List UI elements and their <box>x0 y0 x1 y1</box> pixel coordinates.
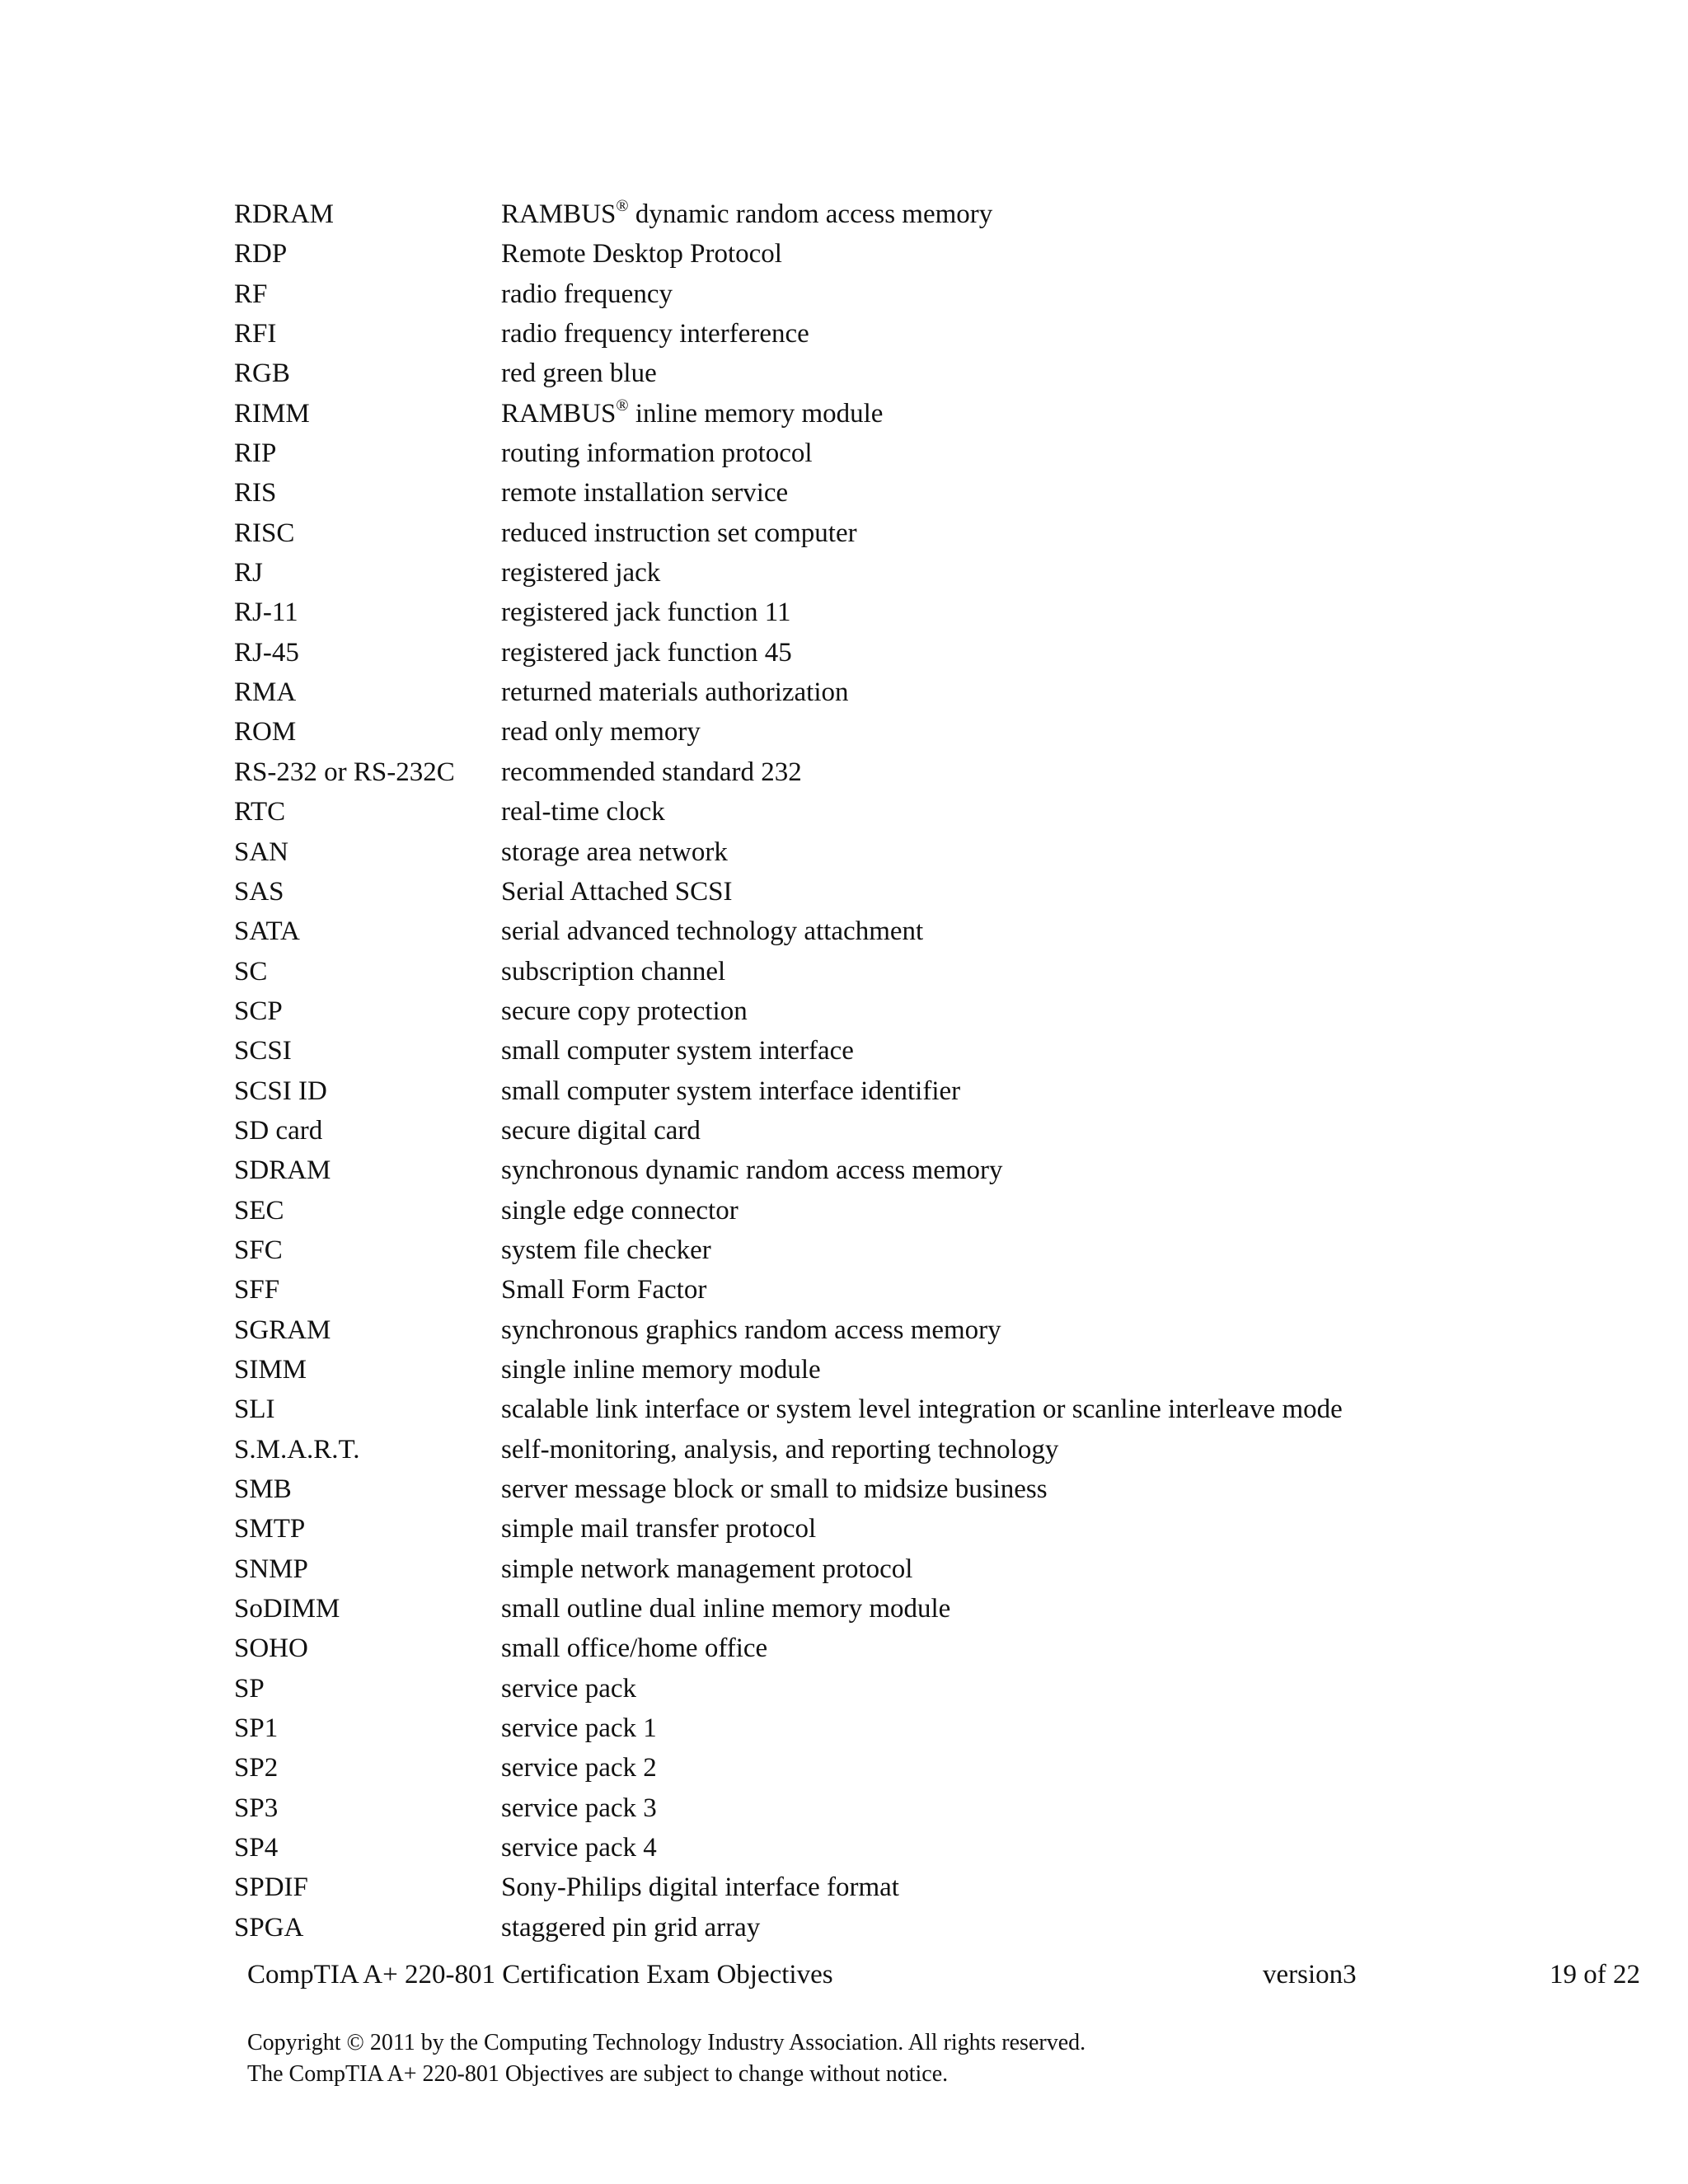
acronym-definition: service pack <box>501 1673 636 1704</box>
acronym-row <box>234 1310 1635 1350</box>
acronym-term: RJ <box>234 558 263 588</box>
copyright-line-1: Copyright © 2011 by the Computing Technology Industry Association. All rights reserved. <box>247 2030 1086 2055</box>
acronym-row <box>234 752 1635 792</box>
acronym-row <box>234 1350 1635 1390</box>
acronym-row <box>234 434 1635 473</box>
acronym-term: RJ-45 <box>234 637 299 668</box>
acronym-definition: recommended standard 232 <box>501 757 802 787</box>
acronym-term: RIS <box>234 478 277 509</box>
acronym-term: SFF <box>234 1275 280 1305</box>
acronym-row <box>234 1589 1635 1629</box>
acronym-term: ROM <box>234 717 297 748</box>
acronym-row <box>234 1908 1635 1947</box>
acronym-term: SP <box>234 1673 265 1704</box>
acronym-definition: small office/home office <box>501 1633 768 1664</box>
acronym-term: SLI <box>234 1394 275 1425</box>
acronym-term: RTC <box>234 797 286 827</box>
acronym-term: SPDIF <box>234 1872 308 1903</box>
acronym-row <box>234 593 1635 632</box>
acronym-definition: registered jack function 11 <box>501 598 791 628</box>
acronym-row <box>234 1270 1635 1310</box>
acronym-definition: single edge connector <box>501 1195 738 1226</box>
acronym-list <box>234 194 1635 1947</box>
acronym-definition: service pack 4 <box>501 1833 657 1863</box>
acronym-term: SOHO <box>234 1633 308 1664</box>
acronym-term: RIMM <box>234 398 310 429</box>
acronym-definition: read only memory <box>501 717 701 748</box>
acronym-term: SMB <box>234 1474 292 1504</box>
acronym-definition: registered jack function 45 <box>501 637 792 668</box>
acronym-definition: RAMBUS® dynamic random access memory <box>501 197 993 229</box>
acronym-row <box>234 912 1635 951</box>
acronym-term: SGRAM <box>234 1315 331 1345</box>
acronym-term: RGB <box>234 359 290 389</box>
acronym-row <box>234 513 1635 553</box>
acronym-definition: self-monitoring, analysis, and reporting technology <box>501 1434 1059 1465</box>
acronym-term: RFI <box>234 319 277 349</box>
acronym-term: SP2 <box>234 1753 279 1783</box>
acronym-definition: service pack 3 <box>501 1793 657 1823</box>
acronym-term: SCP <box>234 996 283 1026</box>
acronym-definition: service pack 2 <box>501 1753 657 1783</box>
acronym-definition: routing information protocol <box>501 438 813 469</box>
acronym-definition: red green blue <box>501 359 657 389</box>
acronym-row <box>234 1828 1635 1868</box>
acronym-definition: subscription channel <box>501 956 726 987</box>
acronym-term: SFC <box>234 1235 283 1265</box>
acronym-row <box>234 553 1635 593</box>
acronym-definition: RAMBUS® inline memory module <box>501 396 884 429</box>
acronym-definition: radio frequency <box>501 279 673 309</box>
acronym-definition: small computer system interface <box>501 1036 854 1066</box>
acronym-row <box>234 1111 1635 1151</box>
acronym-term: SCSI ID <box>234 1076 327 1106</box>
acronym-term: SNMP <box>234 1554 308 1584</box>
acronym-definition: serial advanced technology attachment <box>501 916 924 947</box>
acronym-term: SMTP <box>234 1514 306 1544</box>
acronym-definition: Remote Desktop Protocol <box>501 239 782 269</box>
acronym-term: RMA <box>234 677 297 708</box>
acronym-row <box>234 1509 1635 1549</box>
acronym-term: RJ-11 <box>234 598 298 628</box>
acronym-definition: simple mail transfer protocol <box>501 1514 817 1544</box>
acronym-term: SP3 <box>234 1793 279 1823</box>
acronym-definition: storage area network <box>501 837 728 867</box>
footer-version: version3 <box>1263 1960 1357 1990</box>
acronym-term: SDRAM <box>234 1155 331 1186</box>
acronym-row <box>234 234 1635 274</box>
acronym-definition: service pack 1 <box>501 1713 657 1744</box>
page-footer <box>247 1955 1640 1994</box>
acronym-definition: small computer system interface identifier <box>501 1076 961 1106</box>
acronym-definition: secure copy protection <box>501 996 748 1026</box>
acronym-row <box>234 1390 1635 1429</box>
acronym-term: RIP <box>234 438 277 469</box>
acronym-definition: scalable link interface or system level integration or scanline interleave mode <box>501 1394 1343 1425</box>
acronym-term: RDRAM <box>234 199 335 229</box>
acronym-row <box>234 1708 1635 1748</box>
acronym-row <box>234 712 1635 752</box>
acronym-row <box>234 952 1635 991</box>
acronym-row <box>234 314 1635 354</box>
acronym-term: RS-232 or RS-232C <box>234 757 455 787</box>
acronym-term: SATA <box>234 916 300 947</box>
acronym-definition: remote installation service <box>501 478 789 509</box>
copyright-notice <box>247 2027 1640 2090</box>
acronym-definition: Small Form Factor <box>501 1275 707 1305</box>
acronym-row <box>234 1748 1635 1788</box>
acronym-term: SCSI <box>234 1036 292 1066</box>
acronym-row <box>234 354 1635 393</box>
acronym-term: SD card <box>234 1115 323 1146</box>
acronym-term: S.M.A.R.T. <box>234 1434 360 1465</box>
acronym-term: SPGA <box>234 1912 304 1943</box>
acronym-row <box>234 274 1635 314</box>
acronym-row <box>234 872 1635 912</box>
acronym-row <box>234 194 1635 234</box>
acronym-term: SAN <box>234 837 289 867</box>
acronym-row <box>234 1230 1635 1270</box>
acronym-row <box>234 1629 1635 1668</box>
acronym-row <box>234 394 1635 434</box>
acronym-row <box>234 1151 1635 1190</box>
acronym-row <box>234 832 1635 872</box>
registered-mark: ® <box>616 396 629 415</box>
acronym-row <box>234 1549 1635 1589</box>
acronym-definition: small outline dual inline memory module <box>501 1594 951 1624</box>
acronym-term: RISC <box>234 518 295 548</box>
acronym-term: SIMM <box>234 1354 307 1385</box>
acronym-definition: simple network management protocol <box>501 1554 913 1584</box>
copyright-line-2: The CompTIA A+ 220-801 Objectives are subject to change without notice. <box>247 2061 949 2087</box>
footer-title: CompTIA A+ 220-801 Certification Exam Objectives <box>247 1960 833 1990</box>
acronym-definition: staggered pin grid array <box>501 1912 761 1943</box>
acronym-term: RDP <box>234 239 288 269</box>
acronym-term: SoDIMM <box>234 1594 340 1624</box>
acronym-row <box>234 1868 1635 1907</box>
acronym-row <box>234 633 1635 673</box>
acronym-definition: server message block or small to midsize business <box>501 1474 1048 1504</box>
acronym-row <box>234 1191 1635 1230</box>
acronym-definition: system file checker <box>501 1235 711 1265</box>
acronym-row <box>234 792 1635 832</box>
acronym-definition: synchronous graphics random access memory <box>501 1315 1001 1345</box>
acronym-definition: returned materials authorization <box>501 677 849 708</box>
acronym-row <box>234 1469 1635 1509</box>
acronym-definition: registered jack <box>501 558 661 588</box>
acronym-definition: Serial Attached SCSI <box>501 876 733 907</box>
acronym-term: SAS <box>234 876 284 907</box>
acronym-row <box>234 1430 1635 1469</box>
acronym-definition: radio frequency interference <box>501 319 809 349</box>
acronym-row <box>234 1031 1635 1071</box>
acronym-definition: secure digital card <box>501 1115 701 1146</box>
acronym-row <box>234 991 1635 1031</box>
registered-mark: ® <box>616 197 629 215</box>
acronym-row <box>234 1071 1635 1111</box>
acronym-definition: real-time clock <box>501 797 665 827</box>
acronym-row <box>234 673 1635 712</box>
acronym-definition: Sony-Philips digital interface format <box>501 1872 899 1903</box>
acronym-row <box>234 1788 1635 1828</box>
acronym-definition: synchronous dynamic random access memory <box>501 1155 1003 1186</box>
acronym-row <box>234 473 1635 513</box>
acronym-term: SEC <box>234 1195 284 1226</box>
acronym-definition: reduced instruction set computer <box>501 518 857 548</box>
acronym-term: SP4 <box>234 1833 279 1863</box>
footer-page-number: 19 of 22 <box>1550 1960 1640 1990</box>
acronym-term: SC <box>234 956 268 987</box>
acronym-term: SP1 <box>234 1713 279 1744</box>
acronym-term: RF <box>234 279 268 309</box>
acronym-definition: single inline memory module <box>501 1354 821 1385</box>
acronym-row <box>234 1669 1635 1708</box>
